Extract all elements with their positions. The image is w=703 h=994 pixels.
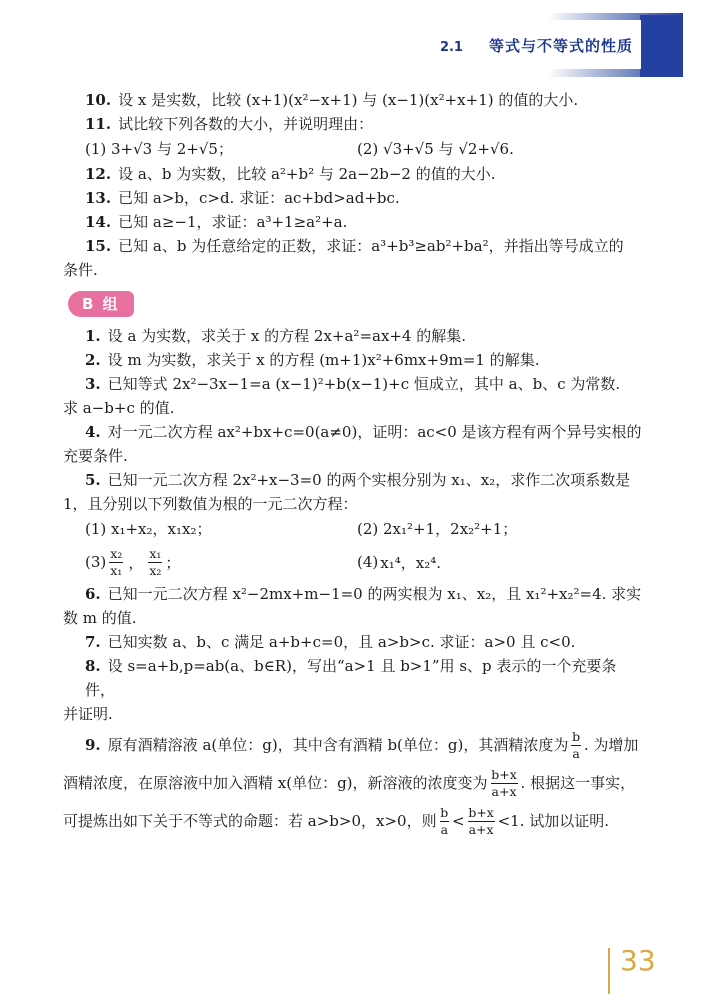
item-text: 设 m 为实数，求关于 x 的方程 (m+1)x²+6mx+9m=1 的解集. [107,351,540,369]
subitem-label: (3) [85,553,107,571]
exercise-item-b9-line2 [63,764,645,802]
item-text: 设 a、b 为实数，比较 a²+b² 与 2a−2b−2 的值的大小. [118,165,496,183]
item-number: 3. [85,375,101,393]
exercise-item-b9-line3 [63,802,645,840]
item-number: 11. [85,115,112,133]
item-text: 可提炼出如下关于不等式的命题：若 a>b>0，x>0，则 [63,812,437,830]
page-number-rule [608,948,610,994]
subitem-b5-4 [357,552,443,573]
subitem-end: ； [165,553,181,572]
item-text: 已知 a>b，c>d. 求证：ac+bd>ad+bc. [118,189,400,207]
item-number: 10. [85,91,112,109]
fraction-x1-over-x2: $\frac{\text{x₁}}{\text{x₂}}$ [149,545,162,578]
item-number: 1. [85,327,101,345]
item-text: . 根据这一事实， [520,774,636,792]
item-text: 已知 a≥−1，求证：a³+1≥a²+a. [118,213,348,231]
item-b6-continuation: 数 m 的值. [63,609,137,627]
fraction-b-over-a: $\frac{b}{a}$ [440,804,449,837]
exercise-item-15 [63,234,645,258]
subitem-11-1: (1) 3+√3 与 2+√5； [85,140,233,158]
exercise-item-11 [63,112,645,136]
item-text: 对一元二次方程 ax²+bx+c=0(a≠0)，证明：ac<0 是该方程有两个异号实根的 [107,423,642,441]
item-number: 6. [85,585,101,603]
exercise-item-b2 [63,348,645,372]
exercise-item-13 [63,186,645,210]
exercise-item-12 [63,162,645,186]
exercise-item-10 [63,88,645,112]
header-navy-block [640,15,683,77]
item-b3-continuation: 求 a−b+c 的值. [63,399,175,417]
item-text: 已知 a、b 为任意给定的正数，求证：a³+b³≥ab²+ba²，并指出等号成立的 [118,237,624,255]
fraction-bx-over-ax: $\frac{b+x}{a+x}$ [491,766,517,799]
subitem-11-2: (2) √3+√5 与 √2+√6. [357,140,514,158]
exercise-item-b5 [63,468,645,492]
subitem-b5-3 [85,546,357,578]
exercise-item-b9-line1 [63,726,645,764]
item-text: 已知一元二次方程 2x²+x−3=0 的两个实根分别为 x₁、x₂，求作二次项系数是 [107,471,631,489]
exercise-item-b1 [63,324,645,348]
item-11-subitems [63,136,645,162]
subitem-label: (4) [357,553,379,571]
exercise-item-b8 [63,654,645,702]
item-text: 试比较下列各数的大小，并说明理由： [118,115,374,133]
subitem-text: x₁⁴，x₂⁴. [380,553,441,572]
item-number: 13. [85,189,112,207]
item-text: 原有酒精溶液 a(单位：g)，其中含有酒精 b(单位：g)，其酒精浓度为 [107,736,569,754]
exercise-item-b7 [63,630,645,654]
item-number: 5. [85,471,101,489]
subitem-b5-2: (2) 2x₁²+1，2x₂²+1； [357,520,518,538]
item-text: 已知一元二次方程 x²−2mx+m−1=0 的两实根为 x₁、x₂，且 x₁²+x₂²=4. 求实 [107,585,642,603]
separator: ， [128,553,144,572]
group-b-badge-row [63,282,645,324]
section-title: 等式与不等式的性质 [488,37,633,55]
item-text: 已知实数 a、b、c 满足 a+b+c=0，且 a>b>c. 求证：a>0 且 c<0. [107,633,576,651]
page-number: 33 [620,944,656,977]
item-b5-subitems-row2 [63,542,645,582]
inequality-sign: < [452,812,465,830]
exercise-item-b6 [63,582,645,606]
item-b5-continuation: 1，且分别以下列数值为根的一元二次方程： [63,495,358,513]
item-text: . 为增加 [583,736,639,754]
fraction-b-over-a: $\frac{b}{a}$ [572,728,581,761]
fraction-bx-over-ax: $\frac{b+x}{a+x}$ [468,804,494,837]
item-number: 12. [85,165,112,183]
item-number: 15. [85,237,112,255]
item-text: 已知等式 2x²−3x−1=a (x−1)²+b(x−1)+c 恒成立，其中 a、b、c 为常数. [107,375,621,393]
item-text: <1. 试加以证明. [497,812,610,830]
section-number: 2.1 [439,40,463,55]
exercise-item-14 [63,210,645,234]
item-text: 设 s=a+b,p=ab(a、b∈R)，写出“a>1 且 b>1”用 s、p 表示的一个充要条件， [85,657,617,699]
item-text: 设 a 为实数，求关于 x 的方程 2x+a²=ax+4 的解集. [107,327,467,345]
item-15-continuation: 条件. [63,261,98,279]
subitem-b5-1: (1) x₁+x₂，x₁x₂； [85,520,212,538]
group-b-badge: B 组 [68,291,134,317]
item-number: 14. [85,213,112,231]
item-text: 设 x 是实数，比较 (x+1)(x²−x+1) 与 (x−1)(x²+x+1) 的值的大小. [118,91,579,109]
item-b4-continuation: 充要条件. [63,447,128,465]
item-number: 2. [85,351,101,369]
fraction-x2-over-x1: $\frac{\text{x₂}}{\text{x₁}}$ [110,545,123,578]
item-number: 9. [85,736,101,754]
item-b5-subitems-row1 [63,516,645,542]
exercise-item-b4 [63,420,645,444]
exercise-content [63,88,645,840]
item-text: 酒精浓度，在原溶液中加入酒精 x(单位：g)，新溶液的浓度变为 [63,774,488,792]
exercise-item-b3 [63,372,645,396]
item-number: 8. [85,657,101,675]
section-header [440,35,633,56]
item-number: 7. [85,633,101,651]
item-number: 4. [85,423,101,441]
item-b8-continuation: 并证明. [63,705,113,723]
